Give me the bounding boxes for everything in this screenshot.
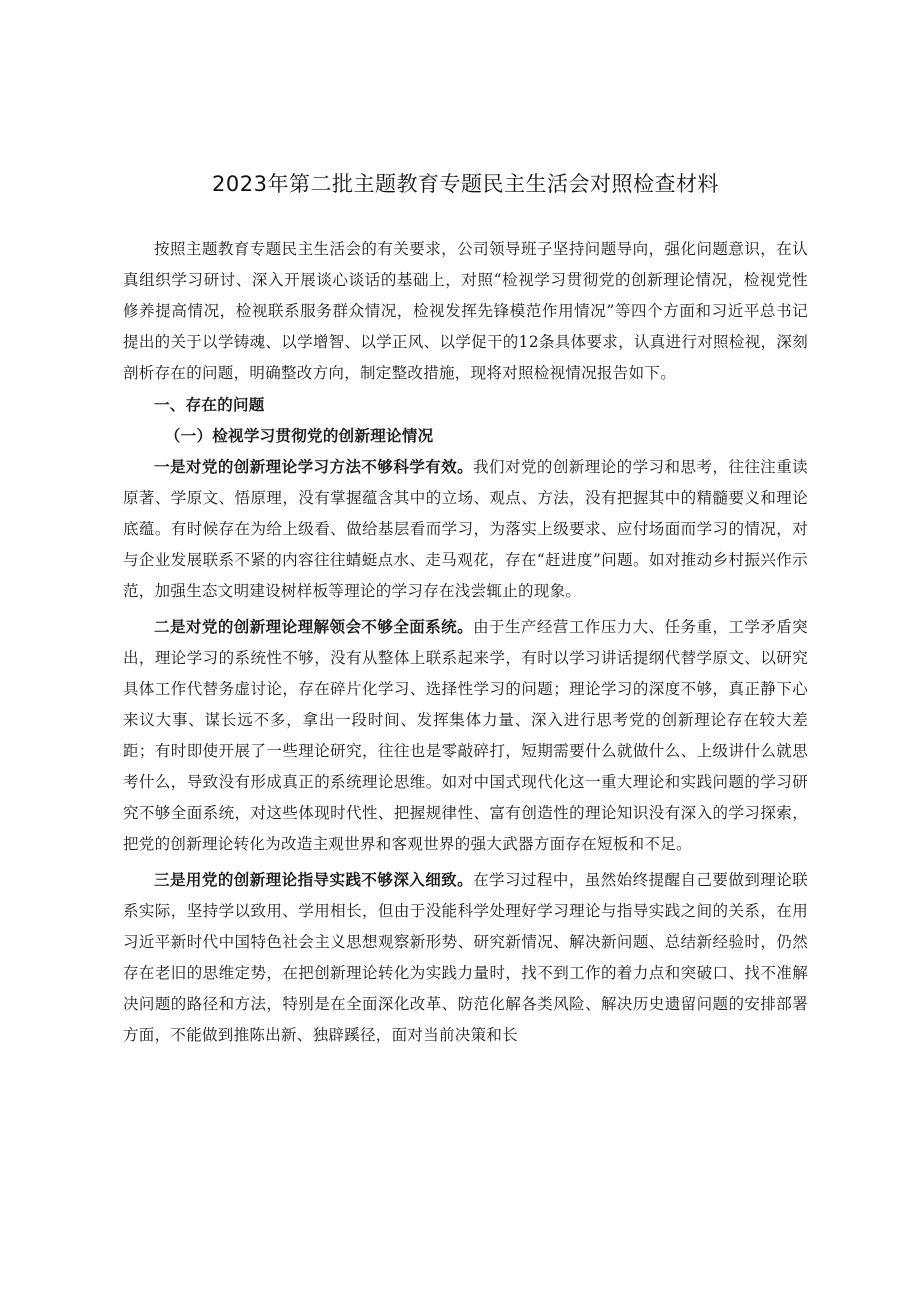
document-title: 2023年第二批主题教育专题民主生活会对照检查材料	[212, 172, 719, 196]
point-body-3: 在学习过程中，虽然始终提醒自己要做到理论联系实际，坚持学以致用、学用相长，但由于没能科学处理好学习理论与指导实践之间的关系，在用习近平新时代中国特色社会主义思想观察新形势、研究新情况、解决新问题、总结新经验时，仍然存在老旧的思维定势，在把创新理论转化为实践力量时，找不到工作的着力点和突破口、找不准解决问题的路径和方法，特别是在全面深化改革、防范化解各类风险、解决历史遗留问题的安排部署方面，不能做到推陈出新、独辟蹊径，面对当前决策和长	[123, 871, 808, 1044]
point-paragraph-2	[123, 611, 808, 860]
point-paragraph-1	[123, 451, 808, 607]
point-body-1: 我们对党的创新理论的学习和思考，往往注重读原著、学原文、悟原理，没有掌握蕴含其中的立场、观点、方法，没有把握其中的精髓要义和理论底蕴。有时候存在为给上级看、做给基层看而学习，为落实上级要求、应付场面而学习的情况，对与企业发展联系不紧的内容往往蜻蜓点水、走马观花，存在“赶进度”问题。如对推动乡村振兴作示范，加强生态文明建设树样板等理论的学习存在浅尝辄止的现象。	[123, 458, 808, 600]
point-paragraph-3	[123, 864, 808, 1051]
section-heading: 一、存在的问题	[154, 395, 265, 414]
intro-paragraph: 按照主题教育专题民主生活会的有关要求，公司领导班子坚持问题导向，强化问题意识，在认真组织学习研讨、深入开展谈心谈话的基础上，对照“检视学习贯彻党的创新理论情况，检视党性修养提高情况，检视联系服务群众情况，检视发挥先锋模范作用情况”等四个方面和习近平总书记提出的关于以学铸魂、以学增智、以学正风、以学促干的12条具体要求，认真进行对照检视，深刻剖析存在的问题，明确整改方向，制定整改措施，现将对照检视情况报告如下。	[123, 240, 808, 382]
point-lead-2: 二是对党的创新理论理解领会不够全面系统。	[154, 617, 474, 636]
point-body-2: 由于生产经营工作压力大、任务重，工学矛盾突出，理论学习的系统性不够，没有从整体上联系起来学，有时以学习讲话提纲代替学原文、以研究具体工作代替务虚讨论，存在碎片化学习、选择性学习的问题；理论学习的深度不够，真正静下心来议大事、谋长远不多，拿出一段时间、发挥集体力量、深入进行思考党的创新理论存在较大差距；有时即使开展了一些理论研究，往往也是零敲碎打，短期需要什么就做什么、上级讲什么就思考什么，导致没有形成真正的系统理论思维。如对中国式现代化这一重大理论和实践问题的学习研究不够全面系统，对这些体现时代性、把握规律性、富有创造性的理论知识没有深入的学习探索，把党的创新理论转化为改造主观世界和客观世界的强大武器方面存在短板和不足。	[123, 618, 808, 853]
subsection-heading: （一）检视学习贯彻党的创新理论情况	[164, 426, 434, 445]
point-lead-3: 三是用党的创新理论指导实践不够深入细致。	[154, 870, 474, 889]
point-lead-1: 一是对党的创新理论学习方法不够科学有效。	[154, 457, 474, 476]
document-body	[123, 168, 808, 1051]
